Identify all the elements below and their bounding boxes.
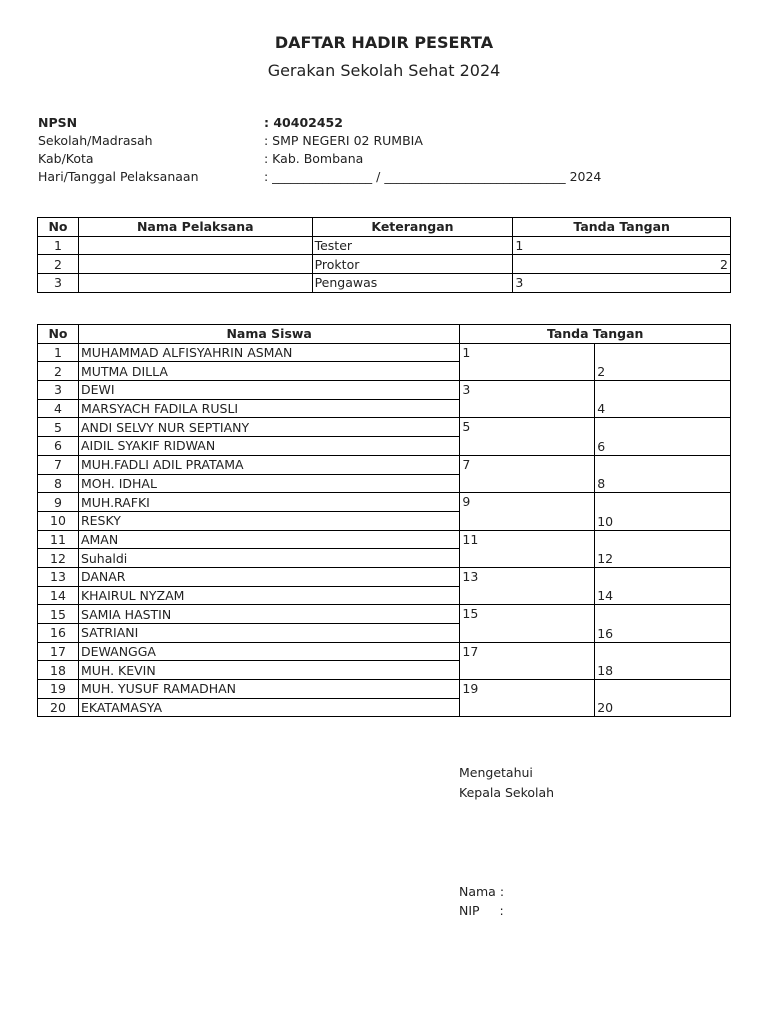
signature-cell-odd: 13 xyxy=(460,567,595,604)
table-row xyxy=(38,236,731,255)
signature-cell-even: 20 xyxy=(595,680,731,717)
tanda-tangan-cell: 2 xyxy=(513,255,731,274)
nama-siswa-cell: MUHAMMAD ALFISYAHRIN ASMAN xyxy=(78,343,459,362)
table-row xyxy=(38,680,731,699)
table-row xyxy=(38,493,731,512)
row-no: 2 xyxy=(38,255,79,274)
nama-siswa-cell: ANDI SELVY NUR SEPTIANY xyxy=(78,418,459,437)
kepala-sekolah-label: Kepala Sekolah xyxy=(459,785,555,800)
info-label: Kab/Kota xyxy=(38,151,94,166)
nama-siswa-cell: MOH. IDHAL xyxy=(78,474,459,493)
info-label: NPSN xyxy=(38,115,78,130)
table-row xyxy=(38,343,731,362)
signature-cell-even: 16 xyxy=(595,605,731,642)
signature-cell-even: 12 xyxy=(595,530,731,567)
signature-cell-even: 14 xyxy=(595,567,731,604)
info-value: : ________________ / _____________________________ 2024 xyxy=(264,169,602,184)
signature-cell-odd: 11 xyxy=(460,530,595,567)
table-row xyxy=(38,381,731,400)
table-row xyxy=(38,605,731,624)
nama-siswa-cell: DEWI xyxy=(78,381,459,400)
nama-siswa-cell: Suhaldi xyxy=(78,549,459,568)
pelaksana-table xyxy=(37,217,731,293)
table-row xyxy=(38,274,731,293)
row-no: 5 xyxy=(38,418,79,437)
row-no: 20 xyxy=(38,698,79,717)
row-no: 16 xyxy=(38,624,79,643)
signature-cell-odd: 7 xyxy=(460,455,595,492)
nama-siswa-cell: DEWANGGA xyxy=(78,642,459,661)
info-value: : Kab. Bombana xyxy=(264,151,364,166)
table-row xyxy=(38,255,731,274)
signature-cell-even: 4 xyxy=(595,381,731,418)
row-no: 2 xyxy=(38,362,79,381)
column-header-nama-siswa: Nama Siswa xyxy=(78,325,459,344)
row-no: 13 xyxy=(38,567,79,586)
nama-label: Nama : xyxy=(459,884,505,899)
table-header-row xyxy=(38,218,731,237)
table-row xyxy=(38,455,731,474)
nama-siswa-cell: MARSYACH FADILA RUSLI xyxy=(78,399,459,418)
table-row xyxy=(38,530,731,549)
document-subtitle: Gerakan Sekolah Sehat 2024 xyxy=(267,61,501,80)
row-no: 4 xyxy=(38,399,79,418)
column-header-nama-pelaksana: Nama Pelaksana xyxy=(78,218,312,237)
nama-pelaksana-cell xyxy=(78,274,312,293)
table-header-row xyxy=(38,325,731,344)
nama-siswa-cell: EKATAMASYA xyxy=(78,698,459,717)
column-header-tanda-tangan: Tanda Tangan xyxy=(513,218,731,237)
signature-cell-even: 18 xyxy=(595,642,731,679)
nama-siswa-cell: MUH. KEVIN xyxy=(78,661,459,680)
signature-cell-even: 8 xyxy=(595,455,731,492)
row-no: 7 xyxy=(38,455,79,474)
table-row xyxy=(38,567,731,586)
table-row xyxy=(38,418,731,437)
siswa-table-body xyxy=(38,343,731,717)
signature-cell-odd: 5 xyxy=(460,418,595,455)
column-header-no: No xyxy=(38,218,79,237)
mengetahui-label: Mengetahui xyxy=(459,765,533,780)
row-no: 17 xyxy=(38,642,79,661)
signature-cell-odd: 9 xyxy=(460,493,595,530)
nama-siswa-cell: SATRIANI xyxy=(78,624,459,643)
nama-pelaksana-cell xyxy=(78,255,312,274)
row-no: 3 xyxy=(38,381,79,400)
row-no: 10 xyxy=(38,511,79,530)
row-no: 3 xyxy=(38,274,79,293)
row-no: 1 xyxy=(38,343,79,362)
row-no: 15 xyxy=(38,605,79,624)
info-label: Hari/Tanggal Pelaksanaan xyxy=(38,169,199,184)
row-no: 6 xyxy=(38,437,79,456)
tanda-tangan-cell: 3 xyxy=(513,274,731,293)
nama-siswa-cell: MUH.RAFKI xyxy=(78,493,459,512)
nama-siswa-cell: AMAN xyxy=(78,530,459,549)
table-row xyxy=(38,642,731,661)
keterangan-cell: Pengawas xyxy=(312,274,513,293)
nama-pelaksana-cell xyxy=(78,236,312,255)
signature-cell-odd: 1 xyxy=(460,343,595,380)
row-no: 19 xyxy=(38,680,79,699)
siswa-table xyxy=(37,324,731,717)
signature-cell-even: 2 xyxy=(595,343,731,380)
row-no: 12 xyxy=(38,549,79,568)
keterangan-cell: Proktor xyxy=(312,255,513,274)
signature-cell-odd: 19 xyxy=(460,680,595,717)
signature-cell-even: 6 xyxy=(595,418,731,455)
row-no: 14 xyxy=(38,586,79,605)
signature-cell-even: 10 xyxy=(595,493,731,530)
signature-cell-odd: 17 xyxy=(460,642,595,679)
row-no: 11 xyxy=(38,530,79,549)
nama-siswa-cell: AIDIL SYAKIF RIDWAN xyxy=(78,437,459,456)
signature-cell-odd: 3 xyxy=(460,381,595,418)
column-header-tanda-tangan: Tanda Tangan xyxy=(460,325,731,344)
document-title: DAFTAR HADIR PESERTA xyxy=(274,33,494,52)
info-label: Sekolah/Madrasah xyxy=(38,133,153,148)
row-no: 9 xyxy=(38,493,79,512)
row-no: 18 xyxy=(38,661,79,680)
column-header-keterangan: Keterangan xyxy=(312,218,513,237)
nama-siswa-cell: SAMIA HASTIN xyxy=(78,605,459,624)
nama-siswa-cell: MUH. YUSUF RAMADHAN xyxy=(78,680,459,699)
nama-siswa-cell: MUTMA DILLA xyxy=(78,362,459,381)
tanda-tangan-cell: 1 xyxy=(513,236,731,255)
nama-siswa-cell: RESKY xyxy=(78,511,459,530)
row-no: 1 xyxy=(38,236,79,255)
column-header-no: No xyxy=(38,325,79,344)
keterangan-cell: Tester xyxy=(312,236,513,255)
info-value: : 40402452 xyxy=(264,115,343,130)
row-no: 8 xyxy=(38,474,79,493)
info-value: : SMP NEGERI 02 RUMBIA xyxy=(264,133,423,148)
nip-label: NIP : xyxy=(459,903,504,918)
nama-siswa-cell: KHAIRUL NYZAM xyxy=(78,586,459,605)
nama-siswa-cell: DANAR xyxy=(78,567,459,586)
nama-siswa-cell: MUH.FADLI ADIL PRATAMA xyxy=(78,455,459,474)
signature-cell-odd: 15 xyxy=(460,605,595,642)
